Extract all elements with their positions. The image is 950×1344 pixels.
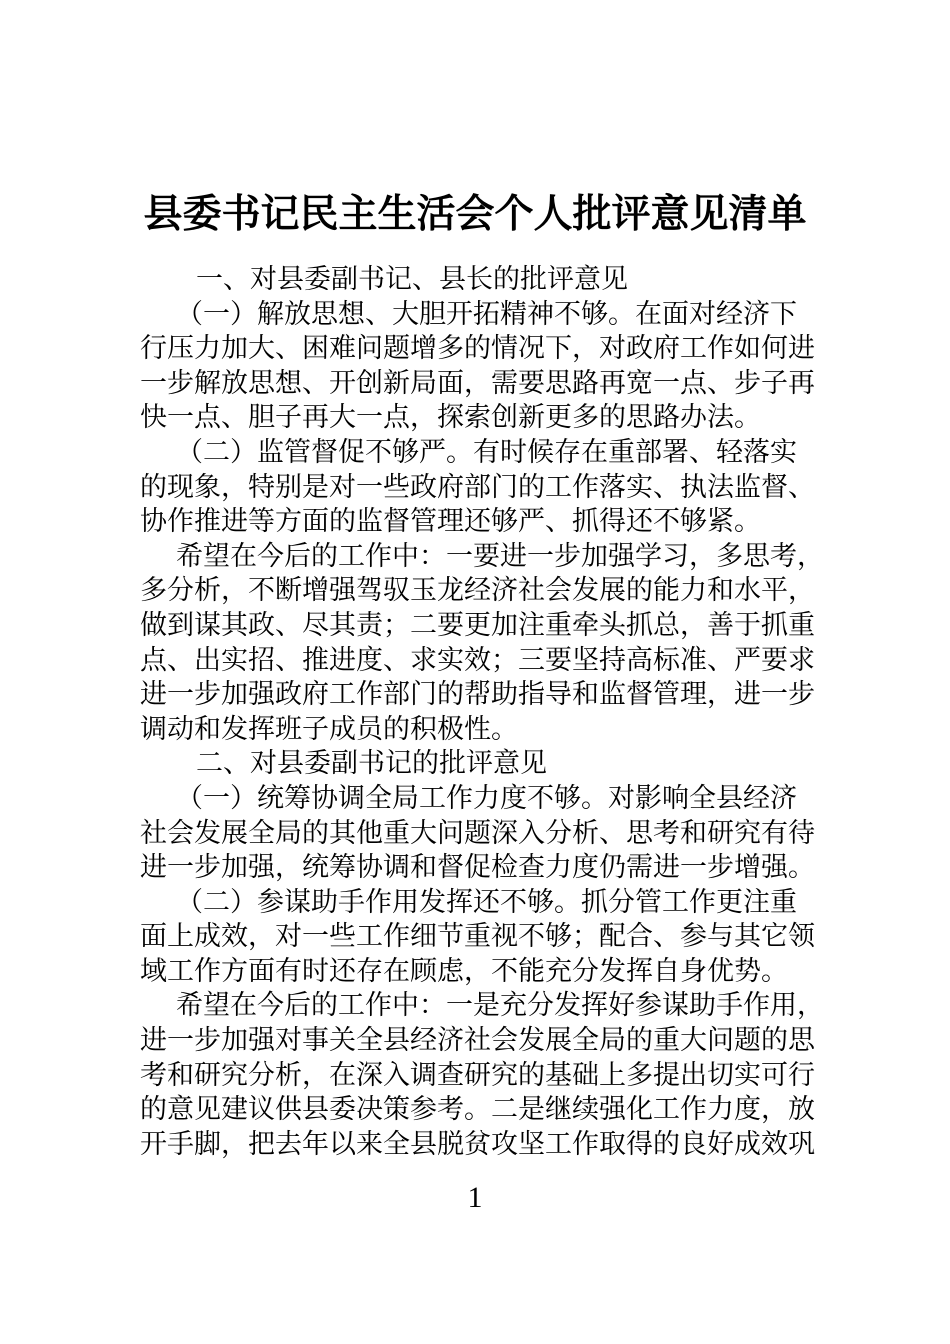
text-line: 调动和发挥班子成员的积极性。	[140, 713, 518, 744]
text-line: 点、出实招、推进度、求实效；三要坚持高标准、严要求	[140, 644, 815, 675]
text-line: 的现象，特别是对一些政府部门的工作落实、执法监督、	[140, 471, 815, 502]
text-line: 快一点、胆子再大一点，探索创新更多的思路办法。	[140, 402, 761, 433]
document-title: 县委书记民主生活会个人批评意见清单	[143, 193, 807, 237]
text-line: 考和研究分析，在深入调查研究的基础上多提出切实可行	[140, 1059, 815, 1090]
text-line: 希望在今后的工作中：一是充分发挥好参谋助手作用，	[176, 990, 824, 1021]
text-line: （二）参谋助手作用发挥还不够。抓分管工作更注重	[176, 886, 797, 917]
text-line: 域工作方面有时还存在顾虑，不能充分发挥自身优势。	[140, 955, 788, 986]
document-body	[140, 262, 824, 1161]
text-line: 多分析，不断增强驾驭玉龙经济社会发展的能力和水平，	[140, 575, 815, 606]
text-line: 一步解放思想、开创新局面，需要思路再宽一点、步子再	[140, 367, 815, 398]
text-line: （二）监管督促不够严。有时候存在重部署、轻落实	[176, 436, 797, 467]
text-line: 二、对县委副书记的批评意见	[196, 748, 547, 779]
text-line: 一、对县委副书记、县长的批评意见	[196, 264, 628, 294]
text-line: （一）解放思想、大胆开拓精神不够。在面对经济下	[176, 298, 797, 329]
page-number: 1	[467, 1181, 483, 1214]
text-line: 社会发展全局的其他重大问题深入分析、思考和研究有待	[140, 817, 815, 848]
text-line: 开手脚，把去年以来全县脱贫攻坚工作取得的良好成效巩	[140, 1128, 815, 1159]
text-line: 的意见建议供县委决策参考。二是继续强化工作力度，放	[140, 1094, 815, 1125]
text-line: 希望在今后的工作中：一要进一步加强学习，多思考，	[176, 540, 824, 571]
text-line: （一）统筹协调全局工作力度不够。对影响全县经济	[176, 782, 797, 813]
text-line: 面上成效，对一些工作细节重视不够；配合、参与其它领	[140, 921, 815, 952]
text-line: 进一步加强政府工作部门的帮助指导和监督管理，进一步	[140, 679, 815, 710]
text-line: 进一步加强，统筹协调和督促检查力度仍需进一步增强。	[140, 852, 815, 883]
text-line: 协作推进等方面的监督管理还够严、抓得还不够紧。	[140, 506, 761, 537]
text-line: 做到谋其政、尽其责；二要更加注重牵头抓总，善于抓重	[140, 609, 815, 640]
text-line: 行压力加大、困难问题增多的情况下，对政府工作如何进	[140, 333, 815, 364]
text-line: 进一步加强对事关全县经济社会发展全局的重大问题的思	[140, 1025, 815, 1056]
